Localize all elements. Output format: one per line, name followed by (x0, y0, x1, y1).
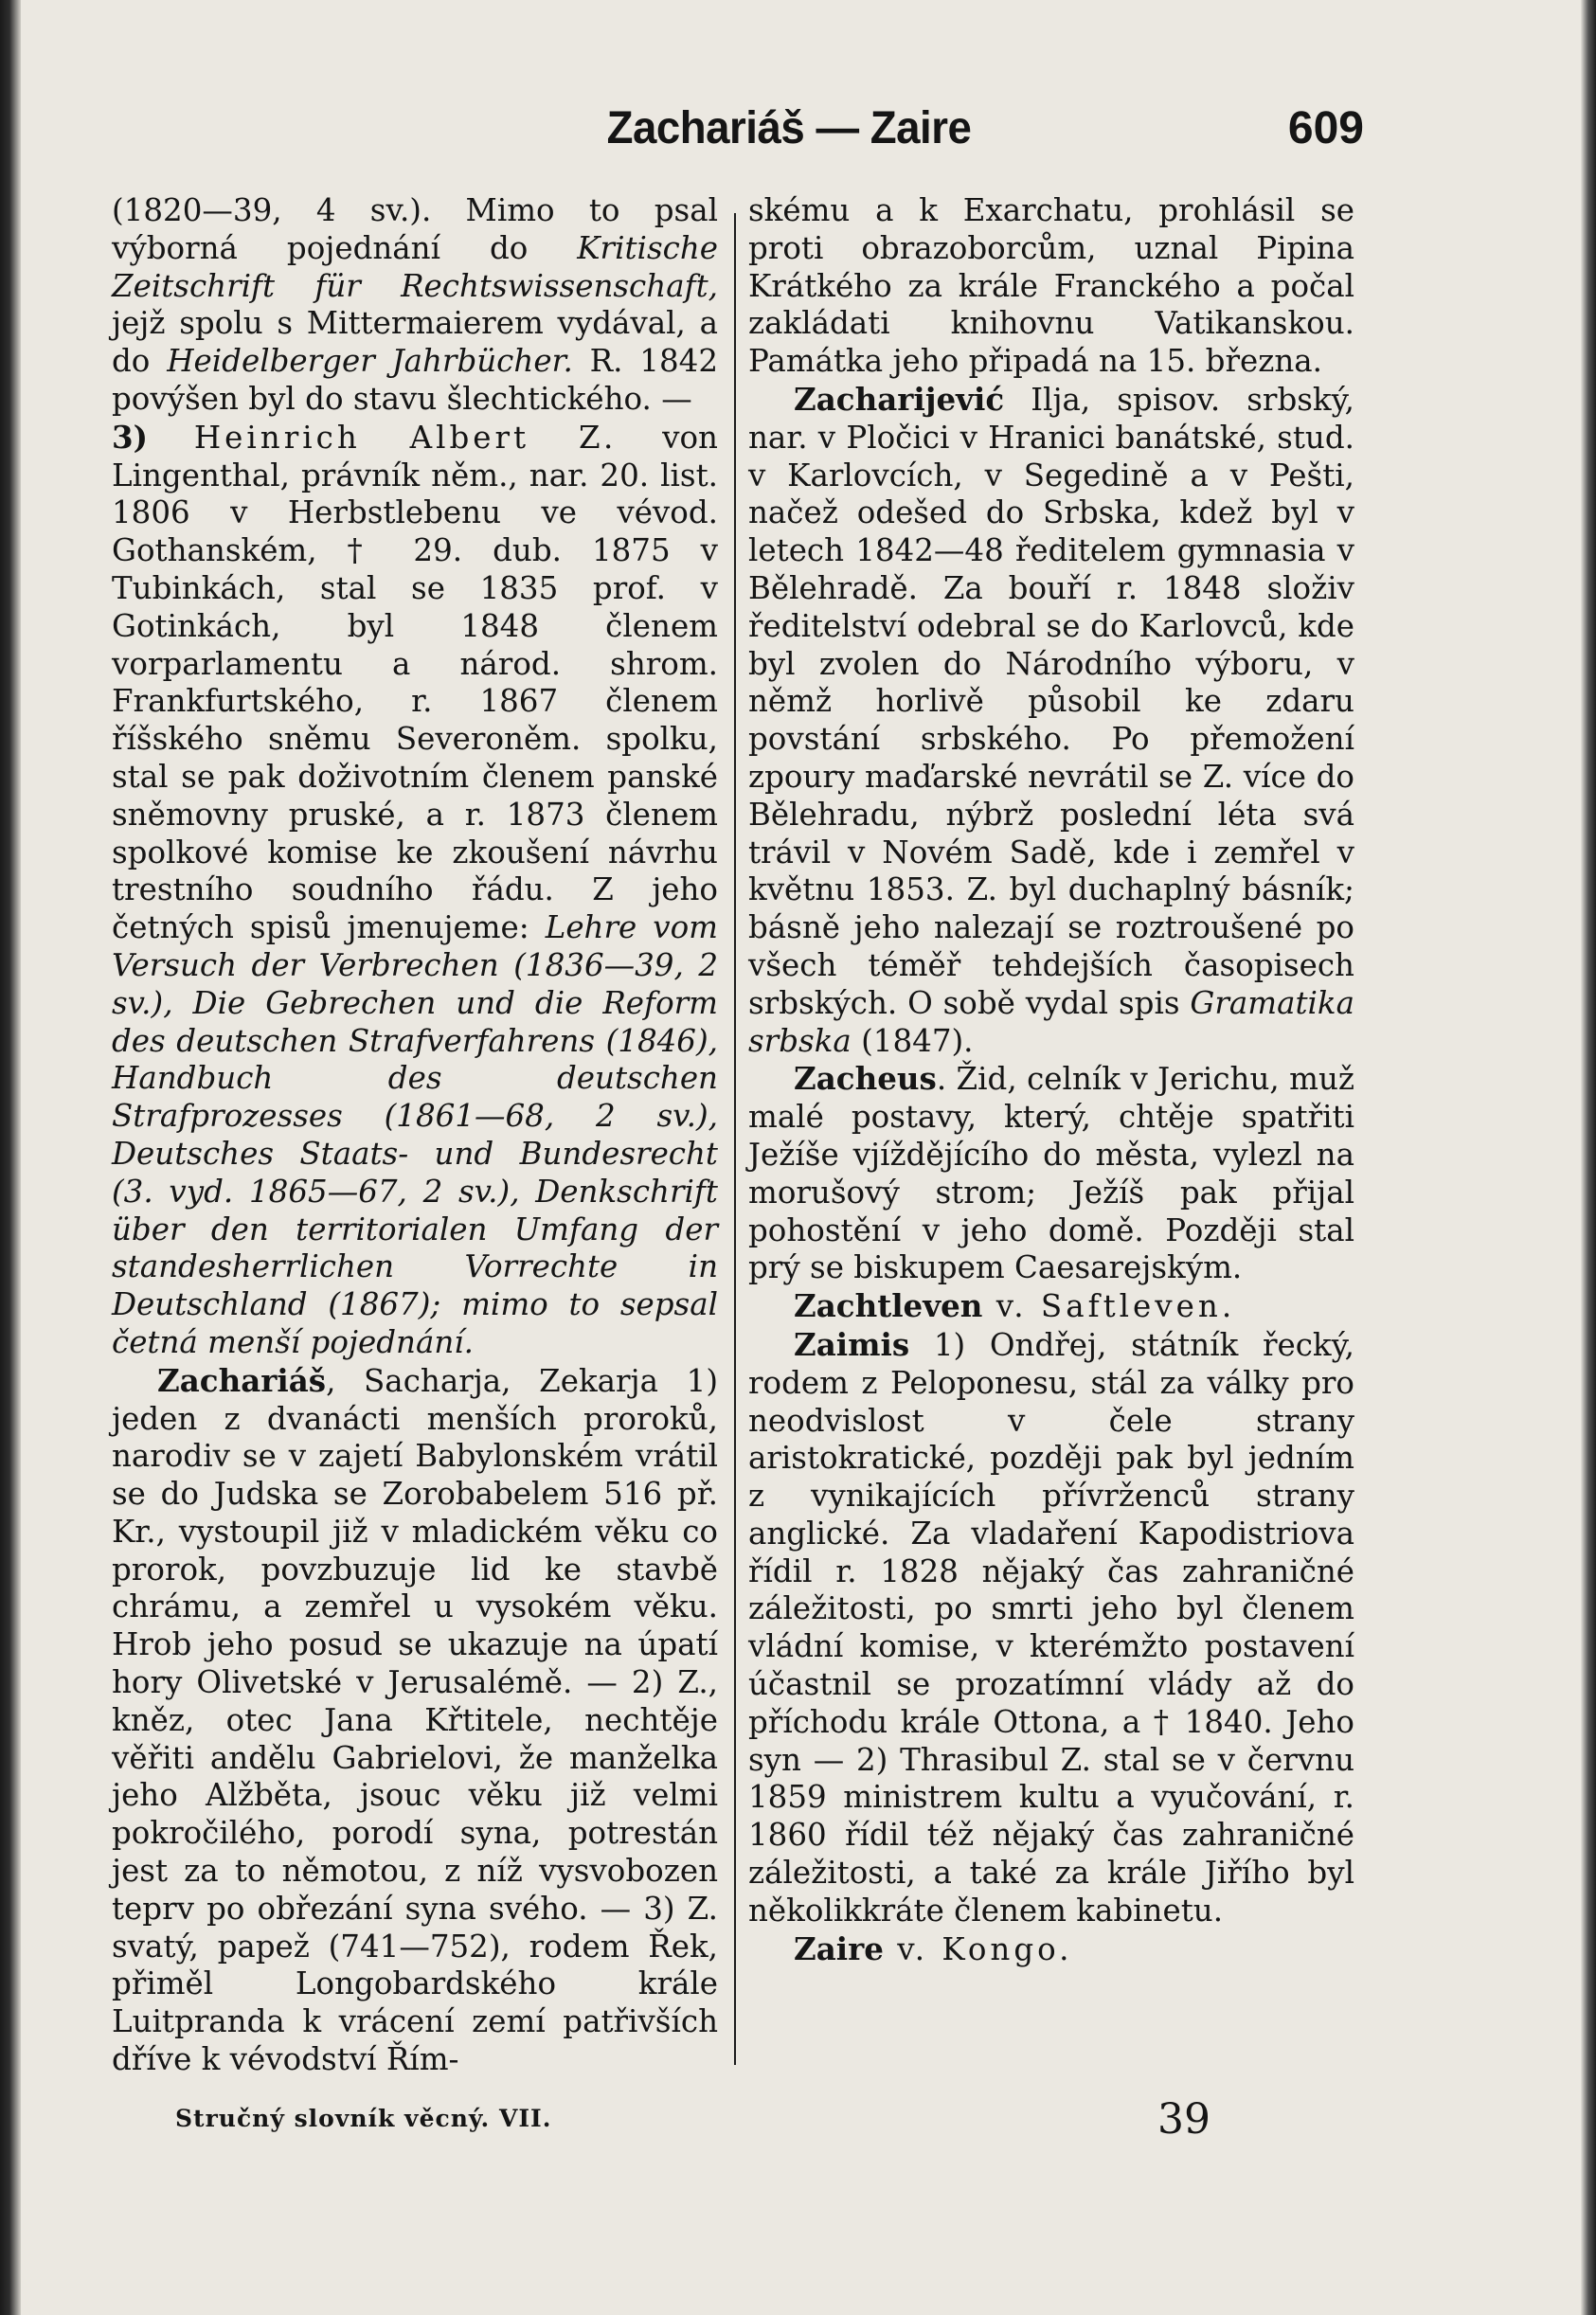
entry-continuation: (1820—39, 4 sv.). Mimo to psal výborná pojednání do Kritische Zeitschrift für Rechtswissenschaft, jejž spolu s Mittermaierem vydával, a do Heidelberger Jahrbücher. R. 1842 povýšen byl do stavu šlechtického. — (112, 192, 718, 417)
column-rule (734, 213, 736, 2065)
left-column (112, 192, 718, 2079)
entry-zacheus: Zacheus. Žid, celník v Jerichu, muž malé postavy, který, chtěje spatřiti Ježíše vjíždějícího do města, vylezl na morušový strom; Ježíš pak přijal pohostění v jeho domě. Později stal prý se biskupem Caesarejským. (748, 1060, 1354, 1286)
right-column (748, 192, 1354, 1968)
scan-edge-right (1581, 0, 1596, 2315)
entry-zacharijevic: Zacharijević Ilja, spisov. srbský, nar. v Pločici v Hranici banátské, stud. v Karlovcích, v Segedině a v Pešti, načež odešed do Srbska, kdež byl v letech 1842—48 ředitelem gymnasia v Bělehradě. Za bouří r. 1848 složiv ředitelství odebral se do Karlovců, kde byl zvolen do Národního výboru, v němž horlivě působil ke zdaru povstání srbského. Po přemožení zpoury maďarské nevrátil se Z. více do Bělehradu, nýbrž poslední léta svá trávil v Novém Sadě, kde i zemřel v květnu 1853. Z. byl duchaplný básník; básně jeho nalezají se roztroušené po všech téměř tehdejších časopisech srbských. O sobě vydal spis Gramatika srbska (1847). (748, 380, 1354, 1059)
page-number: 609 (1287, 103, 1364, 153)
page-header (109, 102, 1364, 169)
entry-zaire: Zaire v. Kongo. (794, 1929, 1073, 1967)
entry-zacharias: Zachariáš, Sacharja, Zekarja 1) jeden z dvanácti menších proroků, narodiv se v zajetí Babylonském vrátil se do Judska se Zorobabelem 516 př. Kr., vystoupil již v mladickém věku co prorok, povzbuzuje lid ke stavbě chrámu, a zemřel u vysokém věku. Hrob jeho posud se ukazuje na úpatí hory Olivetské v Jerusalémě. — 2) Z., kněz, otec Jana Křtitele, nechtěje věřiti andělu Gabrielovi, že manželka jeho Alžběta, jsouc věku již velmi pokročilého, porodí syna, potrestán jest za to němotou, z níž vysvobozen teprv po obřezání syna svého. — 3) Z. svatý, papež (741—752), rodem Řek, přiměl Longobardského krále Luitpranda k vrácení zemí patřivších dříve k vévodství Řím- (112, 1361, 718, 2078)
entry-continuation-right: skému a k Exarchatu, prohlásil se proti obrazoborcům, uznal Pipina Krátkého za krále Franckého a počal zakládati knihovnu Vatikanskou. Památka jeho připadá na 15. března. (748, 192, 1354, 380)
running-head: Zachariáš — Zaire (606, 103, 972, 153)
scan-edge-left (0, 0, 21, 2315)
signature-mark: 39 (1157, 2095, 1210, 2144)
entry-heinrich-albert: 3) Heinrich Albert Z. von Lingenthal, právník něm., nar. 20. list. 1806 v Herbstlebenu ve vévod. Gothanském, † 29. dub. 1875 v Tubinkách, stal se 1835 prof. v Gotinkách, byl 1848 členem vorparlamentu a národ. shrom. Frankfurtského, r. 1867 členem říšského sněmu Severoněm. spolku, stal se pak doživotním členem panské sněmovny pruské, a r. 1873 členem spolkové komise ke zkoušení návrhu trestního soudního řádu. Z jeho četných spisů jmenujeme: Lehre vom Versuch der Verbrechen (1836—39, 2 sv.), Die Gebrechen und die Reform des deutschen Strafverfahrens (1846), Handbuch des deutschen Strafprozesses (1861—68, 2 sv.), Deutsches Staats- und Bundesrecht (3. vyd. 1865—67, 2 sv.), Denkschrift über den territorialen Umfang der standesherrlichen Vorrechte in Deutschland (1867); mimo to sepsal četná menší pojednání. (112, 418, 719, 1360)
entry-zachtleven: Zachtleven v. Saftleven. (794, 1287, 1236, 1325)
entry-zaimis: Zaimis 1) Ondřej, státník řecký, rodem z Peloponesu, stál za války pro neodvislost v čele strany aristokratické, později pak byl jedním z vynikajících přívrženců strany anglické. Za vladaření Kapodistriova řídil r. 1828 nějaký čas zahraničné záležitosti, po smrti jeho byl členem vládní komise, v kterémžto postavení účastnil se prozatímní vlády až do příchodu krále Ottona, a † 1840. Jeho syn — 2) Thrasibul Z. stal se v červnu 1859 ministrem kultu a vyučování, r. 1860 řídil též nějaký čas zahraničné záležitosti, a také za krále Jiřího byl několikkráte členem kabinetu. (748, 1325, 1354, 1929)
footer-note: Stručný slovník věcný. VII. (175, 2105, 552, 2132)
